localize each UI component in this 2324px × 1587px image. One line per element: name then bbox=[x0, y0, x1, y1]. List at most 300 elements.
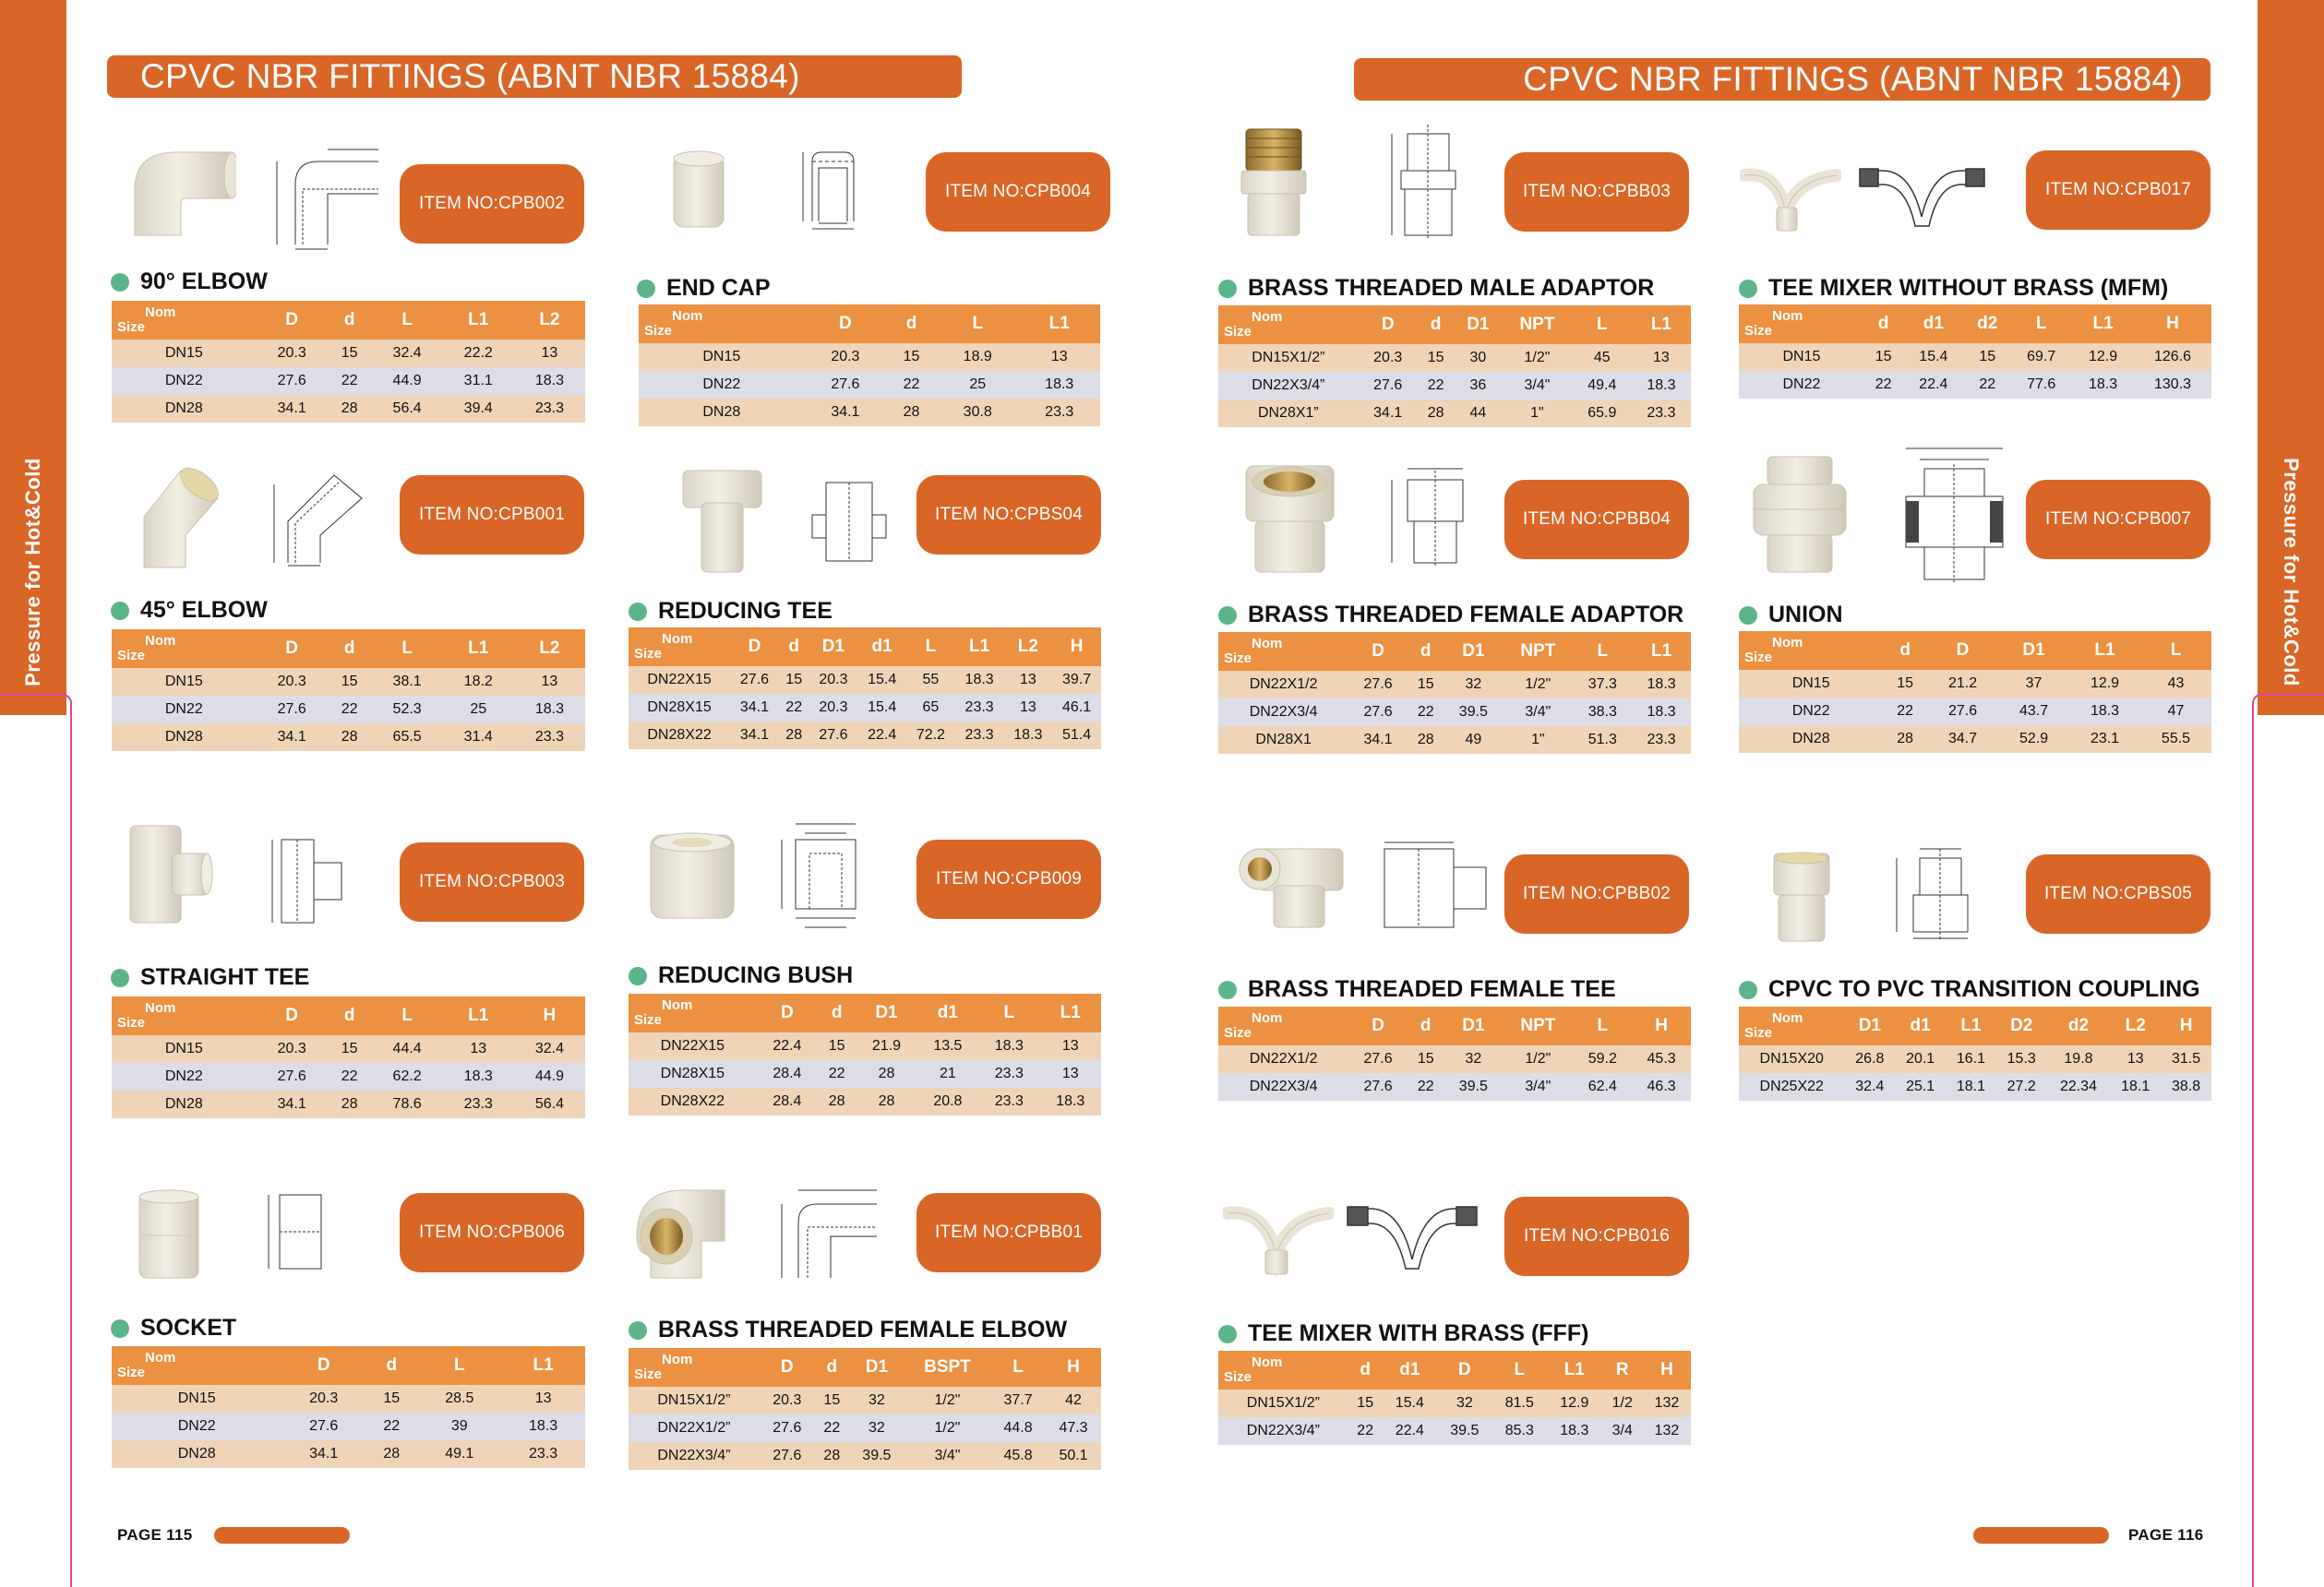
column-header: D bbox=[1927, 631, 1998, 670]
value-cell: 30.8 bbox=[937, 399, 1018, 426]
value-cell: 12.9 bbox=[2072, 343, 2134, 371]
table-row bbox=[1218, 726, 1691, 754]
value-cell: 34.1 bbox=[282, 1440, 365, 1468]
value-cell: 34.1 bbox=[257, 395, 328, 423]
header-size: Size bbox=[117, 1365, 146, 1380]
spec-table-straight-tee bbox=[112, 996, 585, 1118]
section-heading-45-elbow bbox=[111, 597, 268, 624]
header-nom: Nom bbox=[662, 631, 693, 647]
value-cell: 15 bbox=[886, 343, 937, 371]
column-header: L bbox=[2010, 304, 2072, 343]
table-row bbox=[112, 367, 585, 395]
column-header: D2 bbox=[1996, 1007, 2047, 1045]
value-cell: 27.6 bbox=[257, 367, 328, 395]
value-cell: 20.8 bbox=[917, 1088, 978, 1116]
nominal-size-cell: DN15X1/2” bbox=[629, 1387, 760, 1414]
bullet-dot bbox=[629, 967, 647, 985]
value-cell: 31.5 bbox=[2161, 1045, 2211, 1073]
header-size: Size bbox=[1224, 1369, 1252, 1385]
value-cell: 39.5 bbox=[1437, 1417, 1491, 1445]
left-footer-bar bbox=[214, 1527, 350, 1544]
value-cell: 23.3 bbox=[514, 723, 585, 751]
product-name: BRASS THREADED FEMALE ADAPTOR bbox=[1248, 602, 1684, 627]
section-heading-90-elbow bbox=[111, 268, 268, 295]
nominal-size-cell: DN15 bbox=[1739, 670, 1883, 698]
column-header: d bbox=[1408, 1007, 1444, 1045]
header-nom-size bbox=[112, 996, 257, 1035]
nominal-size-cell: DN22X3/4” bbox=[1218, 372, 1359, 400]
table-row bbox=[1739, 343, 2211, 371]
brass-male-adaptor-photo bbox=[1237, 125, 1311, 240]
value-cell: 15 bbox=[328, 668, 372, 696]
item-no-badge-cpbb04: ITEM NO:CPBB04 bbox=[1504, 480, 1689, 559]
end-cap-drawing bbox=[798, 148, 863, 231]
tee-mixer-mfm-drawing bbox=[1855, 152, 1989, 240]
value-cell: 34.1 bbox=[1359, 400, 1418, 427]
value-cell: 55.5 bbox=[2140, 725, 2211, 753]
column-header: d bbox=[365, 1346, 417, 1385]
nominal-size-cell: DN25X22 bbox=[1739, 1073, 1844, 1101]
nominal-size-cell: DN15 bbox=[112, 668, 257, 696]
nominal-size-cell: DN22X3/4 bbox=[1218, 1073, 1348, 1101]
product-name: REDUCING BUSH bbox=[658, 962, 854, 988]
header-size: Size bbox=[1744, 650, 1773, 665]
elbow-45-drawing bbox=[260, 466, 380, 567]
value-cell: 132 bbox=[1643, 1390, 1691, 1417]
table-row bbox=[1739, 725, 2211, 753]
value-cell: 13 bbox=[1003, 666, 1052, 694]
table-row bbox=[112, 1035, 585, 1063]
nominal-size-cell: DN28 bbox=[639, 399, 805, 426]
value-cell: 23.3 bbox=[501, 1440, 585, 1468]
table-header-row bbox=[1218, 305, 1691, 344]
value-cell: 3/4" bbox=[1503, 698, 1573, 726]
table-header-row bbox=[112, 301, 585, 340]
value-cell: 15 bbox=[1408, 671, 1444, 698]
value-cell: 23.3 bbox=[1018, 399, 1100, 426]
column-header: D1 bbox=[1844, 1007, 1895, 1045]
brass-male-adaptor-drawing bbox=[1384, 120, 1472, 245]
column-header: NPT bbox=[1503, 632, 1573, 671]
table-header-row bbox=[629, 994, 1101, 1032]
value-cell: 22.4 bbox=[757, 1032, 818, 1060]
union-drawing bbox=[1887, 441, 2021, 589]
product-name: TEE MIXER WITH BRASS (FFF) bbox=[1248, 1320, 1589, 1346]
table-header-row bbox=[629, 627, 1101, 666]
value-cell: 15 bbox=[815, 1387, 849, 1414]
value-cell: 39 bbox=[417, 1413, 501, 1440]
spec-table-brass-female-tee bbox=[1218, 1007, 1691, 1101]
value-cell: 27.6 bbox=[805, 371, 886, 399]
header-nom: Nom bbox=[672, 308, 703, 324]
value-cell: 22.34 bbox=[2047, 1073, 2111, 1101]
column-header: D bbox=[1437, 1351, 1491, 1390]
column-header: D bbox=[1348, 632, 1408, 671]
left-crop-mark bbox=[0, 694, 72, 1587]
header-size: Size bbox=[117, 1015, 146, 1031]
value-cell: 78.6 bbox=[372, 1091, 443, 1118]
header-nom-size bbox=[1218, 1351, 1348, 1390]
product-name: BRASS THREADED FEMALE ELBOW bbox=[658, 1317, 1068, 1342]
value-cell: 126.6 bbox=[2134, 343, 2211, 371]
transition-coupling-drawing bbox=[1887, 844, 1989, 946]
nominal-size-cell: DN28X1 bbox=[1218, 726, 1348, 754]
value-cell: 21.2 bbox=[1927, 670, 1998, 698]
value-cell: 28 bbox=[886, 399, 937, 426]
table-row bbox=[629, 1387, 1101, 1414]
header-nom-size bbox=[1739, 1007, 1844, 1045]
table-header-row bbox=[112, 629, 585, 668]
column-header: D1 bbox=[1444, 1007, 1503, 1045]
value-cell: 37 bbox=[1998, 670, 2069, 698]
product-name: 45° ELBOW bbox=[140, 597, 268, 623]
bullet-dot bbox=[1218, 1325, 1237, 1343]
right-crop-mark bbox=[2252, 694, 2324, 1587]
value-cell: 69.7 bbox=[2010, 343, 2072, 371]
value-cell: 3/4" bbox=[904, 1442, 990, 1470]
right-side-strip bbox=[2258, 0, 2324, 715]
value-cell: 21.9 bbox=[856, 1032, 916, 1060]
value-cell: 77.6 bbox=[2010, 371, 2072, 399]
nominal-size-cell: DN22 bbox=[112, 696, 257, 723]
left-page-number: PAGE 115 bbox=[117, 1526, 193, 1544]
header-nom: Nom bbox=[145, 1350, 176, 1366]
value-cell: 130.3 bbox=[2134, 371, 2211, 399]
value-cell: 26.8 bbox=[1844, 1045, 1895, 1073]
value-cell: 20.3 bbox=[1359, 344, 1418, 372]
value-cell: 13 bbox=[1003, 694, 1052, 722]
value-cell: 3/4" bbox=[1502, 372, 1573, 400]
value-cell: 27.6 bbox=[1359, 372, 1418, 400]
nominal-size-cell: DN22X15 bbox=[629, 666, 730, 694]
section-heading-reducing-tee bbox=[629, 598, 833, 625]
nominal-size-cell: DN15 bbox=[639, 343, 805, 371]
value-cell: 27.6 bbox=[257, 1063, 328, 1091]
column-header: d2 bbox=[1964, 304, 2010, 343]
socket-drawing bbox=[261, 1186, 335, 1278]
spec-table-tee-mixer-fff bbox=[1218, 1351, 1691, 1445]
nominal-size-cell: DN15 bbox=[112, 1385, 282, 1413]
value-cell: 1/2" bbox=[1503, 671, 1573, 698]
value-cell: 15.3 bbox=[1996, 1045, 2047, 1073]
header-size: Size bbox=[644, 323, 673, 339]
column-header: L1 bbox=[1547, 1351, 1601, 1390]
value-cell: 1/2" bbox=[1502, 344, 1573, 372]
column-header: L1 bbox=[1632, 305, 1691, 344]
column-header: d bbox=[1348, 1351, 1383, 1390]
left-side-label: Pressure for Hot&Cold bbox=[21, 458, 44, 686]
nominal-size-cell: DN22X3/4 bbox=[1218, 698, 1348, 726]
nominal-size-cell: DN28X15 bbox=[629, 1060, 757, 1088]
value-cell: 12.9 bbox=[1547, 1390, 1601, 1417]
nominal-size-cell: DN22 bbox=[112, 1063, 257, 1091]
column-header: L1 bbox=[1632, 632, 1691, 671]
value-cell: 49 bbox=[1444, 726, 1503, 754]
nominal-size-cell: DN15X20 bbox=[1739, 1045, 1844, 1073]
value-cell: 18.1 bbox=[1946, 1073, 1996, 1101]
table-row bbox=[629, 1060, 1101, 1088]
value-cell: 62.4 bbox=[1573, 1073, 1632, 1101]
column-header: D1 bbox=[1455, 305, 1503, 344]
value-cell: 23.3 bbox=[443, 1091, 514, 1118]
header-nom-size bbox=[1739, 631, 1883, 670]
header-size: Size bbox=[634, 646, 663, 662]
value-cell: 18.3 bbox=[1547, 1417, 1601, 1445]
tee-mixer-fff-photo bbox=[1223, 1199, 1334, 1278]
value-cell: 51.4 bbox=[1052, 722, 1101, 749]
table-header-row bbox=[1218, 632, 1691, 671]
value-cell: 49.1 bbox=[417, 1440, 501, 1468]
value-cell: 28 bbox=[1418, 400, 1455, 427]
column-header: d bbox=[328, 301, 372, 340]
value-cell: 39.5 bbox=[1444, 698, 1503, 726]
value-cell: 28.4 bbox=[757, 1060, 818, 1088]
item-no-badge-cpb003: ITEM NO:CPB003 bbox=[400, 842, 584, 922]
column-header: D bbox=[757, 994, 818, 1032]
spec-table-end-cap bbox=[639, 304, 1100, 426]
value-cell: 47.3 bbox=[1046, 1414, 1101, 1442]
value-cell: 23.3 bbox=[1632, 400, 1691, 427]
value-cell: 22 bbox=[328, 1063, 372, 1091]
value-cell: 34.1 bbox=[730, 694, 779, 722]
header-size: Size bbox=[1744, 323, 1773, 339]
header-nom: Nom bbox=[1772, 635, 1803, 650]
value-cell: 20.3 bbox=[282, 1385, 365, 1413]
table-header-row bbox=[1739, 1007, 2211, 1045]
value-cell: 34.1 bbox=[257, 723, 328, 751]
right-page-number: PAGE 116 bbox=[2128, 1526, 2204, 1544]
value-cell: 42 bbox=[1046, 1387, 1101, 1414]
column-header: D1 bbox=[809, 627, 858, 666]
table-row bbox=[112, 1385, 585, 1413]
value-cell: 22 bbox=[365, 1413, 417, 1440]
column-header: d bbox=[815, 1348, 849, 1387]
value-cell: 18.3 bbox=[1040, 1088, 1102, 1116]
value-cell: 18.3 bbox=[978, 1032, 1039, 1060]
item-no-badge-cpb017: ITEM NO:CPB017 bbox=[2026, 150, 2210, 230]
section-heading-tee-mixer-fff bbox=[1218, 1320, 1588, 1347]
value-cell: 37.7 bbox=[990, 1387, 1046, 1414]
item-no-badge-cpb002: ITEM NO:CPB002 bbox=[400, 164, 584, 244]
value-cell: 3/4 bbox=[1602, 1417, 1643, 1445]
column-header: L bbox=[978, 994, 1039, 1032]
section-heading-transition-coupling bbox=[1739, 976, 2200, 1003]
value-cell: 20.3 bbox=[760, 1387, 815, 1414]
section-heading-brass-female-tee bbox=[1218, 976, 1616, 1003]
column-header: L bbox=[990, 1348, 1046, 1387]
tee-mixer-mfm-photo bbox=[1740, 161, 1841, 235]
value-cell: 28 bbox=[328, 395, 372, 423]
column-header: L bbox=[2140, 631, 2211, 670]
value-cell: 47 bbox=[2140, 698, 2211, 725]
value-cell: 81.5 bbox=[1492, 1390, 1547, 1417]
value-cell: 15 bbox=[365, 1385, 417, 1413]
value-cell: 23.3 bbox=[978, 1088, 1039, 1116]
column-header: H bbox=[1632, 1007, 1691, 1045]
column-header: L bbox=[1573, 632, 1632, 671]
value-cell: 22 bbox=[328, 367, 372, 395]
value-cell: 20.3 bbox=[809, 666, 858, 694]
transition-coupling-photo bbox=[1765, 849, 1839, 946]
column-header: L bbox=[906, 627, 955, 666]
section-heading-straight-tee bbox=[111, 964, 309, 991]
value-cell: 18.2 bbox=[443, 668, 514, 696]
union-photo bbox=[1749, 452, 1851, 577]
tee-mixer-fff-drawing bbox=[1343, 1190, 1481, 1283]
header-size: Size bbox=[117, 648, 146, 663]
value-cell: 22 bbox=[818, 1060, 856, 1088]
value-cell: 39.4 bbox=[443, 395, 514, 423]
value-cell: 27.6 bbox=[1348, 1045, 1408, 1073]
column-header: L bbox=[417, 1346, 501, 1385]
header-size: Size bbox=[1744, 1025, 1773, 1041]
header-nom: Nom bbox=[662, 1352, 693, 1367]
value-cell: 13 bbox=[2110, 1045, 2161, 1073]
column-header: H bbox=[514, 996, 585, 1035]
value-cell: 16.1 bbox=[1946, 1045, 1996, 1073]
spec-table-socket bbox=[112, 1346, 585, 1468]
value-cell: 51.3 bbox=[1573, 726, 1632, 754]
value-cell: 28 bbox=[365, 1440, 417, 1468]
value-cell: 45.8 bbox=[990, 1442, 1046, 1470]
nominal-size-cell: DN22X1/2 bbox=[1218, 1045, 1348, 1073]
column-header: d1 bbox=[1895, 1007, 1946, 1045]
column-header: L bbox=[1573, 305, 1632, 344]
table-row bbox=[112, 696, 585, 723]
elbow-90-drawing bbox=[258, 138, 388, 254]
value-cell: 22 bbox=[886, 371, 937, 399]
item-no-badge-cpbb01: ITEM NO:CPBB01 bbox=[916, 1193, 1101, 1272]
table-row bbox=[112, 340, 585, 367]
column-header: D bbox=[1359, 305, 1418, 344]
column-header: D1 bbox=[1998, 631, 2069, 670]
nominal-size-cell: DN22 bbox=[112, 1413, 282, 1440]
table-row bbox=[112, 1440, 585, 1468]
value-cell: 28.5 bbox=[417, 1385, 501, 1413]
product-name: TEE MIXER WITHOUT BRASS (MFM) bbox=[1768, 275, 2169, 301]
table-row bbox=[629, 666, 1101, 694]
bullet-dot bbox=[111, 273, 129, 292]
table-row bbox=[1218, 1045, 1691, 1073]
value-cell: 15 bbox=[328, 1035, 372, 1063]
header-nom: Nom bbox=[1252, 636, 1283, 651]
table-row bbox=[112, 395, 585, 423]
header-nom-size bbox=[112, 1346, 282, 1385]
value-cell: 22 bbox=[815, 1414, 849, 1442]
table-header-row bbox=[1739, 631, 2211, 670]
right-page-title: CPVC NBR FITTINGS (ABNT NBR 15884) bbox=[1354, 58, 2210, 101]
value-cell: 22.2 bbox=[443, 340, 514, 367]
value-cell: 44.9 bbox=[514, 1063, 585, 1091]
value-cell: 15 bbox=[1964, 343, 2010, 371]
table-header-row bbox=[112, 1346, 585, 1385]
column-header: L bbox=[372, 996, 443, 1035]
column-header: D bbox=[1348, 1007, 1408, 1045]
bullet-dot bbox=[629, 603, 647, 621]
reducing-tee-drawing bbox=[808, 478, 891, 566]
column-header: L1 bbox=[501, 1346, 585, 1385]
value-cell: 23.3 bbox=[955, 694, 1004, 722]
header-nom: Nom bbox=[145, 304, 176, 320]
table-row bbox=[629, 1442, 1101, 1470]
header-size: Size bbox=[634, 1366, 663, 1382]
table-row bbox=[1218, 372, 1691, 400]
value-cell: 28 bbox=[1883, 725, 1927, 753]
value-cell: 13 bbox=[514, 340, 585, 367]
header-nom: Nom bbox=[145, 1000, 176, 1016]
nominal-size-cell: DN15 bbox=[112, 1035, 257, 1063]
value-cell: 13 bbox=[1040, 1060, 1102, 1088]
value-cell: 34.7 bbox=[1927, 725, 1998, 753]
value-cell: 15.4 bbox=[857, 694, 906, 722]
value-cell: 1" bbox=[1502, 400, 1573, 427]
value-cell: 62.2 bbox=[372, 1063, 443, 1091]
table-row bbox=[1739, 1045, 2211, 1073]
value-cell: 22 bbox=[779, 694, 809, 722]
value-cell: 32.4 bbox=[514, 1035, 585, 1063]
value-cell: 43.7 bbox=[1998, 698, 2069, 725]
column-header: D bbox=[760, 1348, 815, 1387]
value-cell: 32 bbox=[1444, 1045, 1503, 1073]
value-cell: 37.3 bbox=[1573, 671, 1632, 698]
value-cell: 32.4 bbox=[372, 340, 443, 367]
elbow-90-photo bbox=[126, 143, 236, 245]
column-header: L1 bbox=[1018, 304, 1100, 343]
value-cell: 18.3 bbox=[2072, 371, 2134, 399]
value-cell: 20.3 bbox=[257, 340, 328, 367]
column-header: NPT bbox=[1502, 305, 1573, 344]
brass-female-adaptor-photo bbox=[1241, 461, 1338, 577]
column-header: L1 bbox=[443, 629, 514, 668]
column-header: L bbox=[1492, 1351, 1547, 1390]
value-cell: 22 bbox=[1864, 371, 1903, 399]
table-row bbox=[1218, 344, 1691, 372]
header-nom-size bbox=[1739, 304, 1864, 343]
spec-table-reducing-bush bbox=[629, 994, 1101, 1116]
value-cell: 22 bbox=[1348, 1417, 1383, 1445]
value-cell: 18.3 bbox=[1003, 722, 1052, 749]
value-cell: 25 bbox=[937, 371, 1018, 399]
value-cell: 27.6 bbox=[282, 1413, 365, 1440]
spec-table-brass-female-adaptor bbox=[1218, 632, 1691, 754]
product-name: REDUCING TEE bbox=[658, 598, 833, 624]
value-cell: 52.9 bbox=[1998, 725, 2069, 753]
item-no-badge-cpb009: ITEM NO:CPB009 bbox=[916, 840, 1101, 919]
value-cell: 52.3 bbox=[372, 696, 443, 723]
spec-table-reducing-tee bbox=[629, 627, 1101, 749]
value-cell: 56.4 bbox=[372, 395, 443, 423]
product-name: STRAIGHT TEE bbox=[140, 964, 310, 990]
value-cell: 28 bbox=[856, 1060, 916, 1088]
table-header-row bbox=[1739, 304, 2211, 343]
column-header: d1 bbox=[857, 627, 906, 666]
value-cell: 1/2" bbox=[1503, 1045, 1573, 1073]
header-size: Size bbox=[634, 1012, 663, 1028]
right-side-label: Pressure for Hot&Cold bbox=[2280, 458, 2303, 686]
nominal-size-cell: DN22 bbox=[1739, 698, 1883, 725]
reducing-tee-photo bbox=[678, 466, 766, 577]
bullet-dot bbox=[637, 280, 655, 298]
column-header: d bbox=[818, 994, 856, 1032]
column-header: D bbox=[730, 627, 779, 666]
section-heading-union bbox=[1739, 602, 1843, 628]
value-cell: 85.3 bbox=[1492, 1417, 1547, 1445]
table-row bbox=[112, 723, 585, 751]
value-cell: 59.2 bbox=[1573, 1045, 1632, 1073]
value-cell: 65.9 bbox=[1573, 400, 1632, 427]
value-cell: 3/4" bbox=[1503, 1073, 1573, 1101]
header-nom-size bbox=[112, 629, 257, 668]
